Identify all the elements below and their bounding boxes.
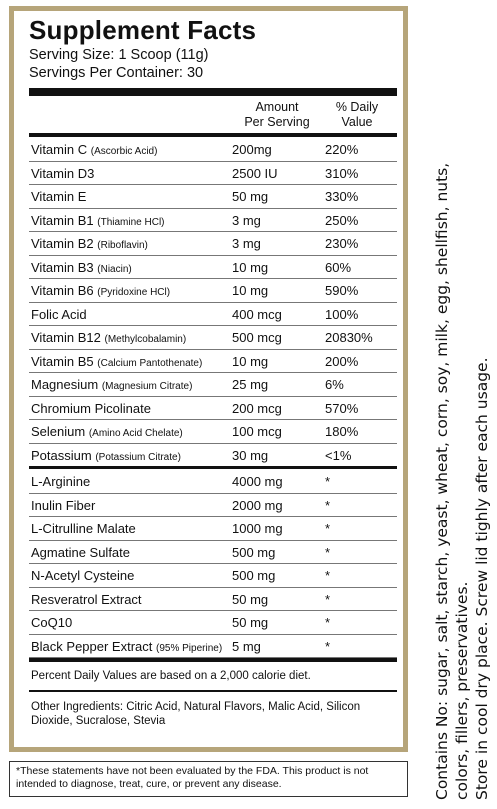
thick-divider	[29, 88, 397, 96]
nutrient-name-text: Vitamin B6	[31, 283, 94, 298]
amount-per-serving: 30 mg	[232, 447, 269, 463]
nutrient-source: (Niacin)	[97, 263, 132, 275]
nutrient-source: (Pyridoxine HCl)	[97, 287, 171, 298]
table-row	[29, 162, 397, 186]
nutrient-name-text: Vitamin B3	[31, 259, 94, 275]
nutrient-name-text: Chromium Picolinate	[31, 400, 151, 416]
table-row	[29, 494, 397, 518]
nutrient-name	[31, 236, 148, 251]
nutrient-source: (Riboflavin)	[97, 240, 148, 251]
amount-per-serving: 25 mg	[232, 377, 269, 392]
daily-value-footnote: Percent Daily Values are based on a 2,000 calorie diet.	[31, 670, 311, 682]
nutrient-name-text: L-Arginine	[31, 474, 91, 489]
nutrient-name-text: CoQ10	[31, 615, 73, 630]
nutrient-name-text: Magnesium	[31, 377, 99, 392]
table-row	[29, 397, 397, 421]
nutrient-name-text: Agmatine Sulfate	[31, 544, 131, 560]
daily-value: 100%	[325, 306, 359, 322]
daily-value: *	[325, 568, 331, 583]
amount-per-serving: 5 mg	[232, 638, 261, 654]
table-row	[29, 185, 397, 209]
table-row	[29, 350, 397, 374]
nutrient-name-text: Vitamin C	[31, 142, 88, 157]
table-row	[29, 256, 397, 280]
table-row	[29, 541, 397, 565]
header-divider	[29, 133, 397, 137]
daily-value: *	[325, 521, 331, 536]
nutrient-name-text: L-Citrulline Malate	[31, 521, 136, 536]
daily-value: <1%	[325, 447, 352, 463]
amount-per-serving: 50 mg	[232, 591, 269, 607]
nutrient-name	[31, 213, 165, 228]
daily-value: 200%	[325, 353, 359, 369]
nutrient-source: (Potassium Citrate)	[95, 451, 181, 463]
amount-per-serving: 2500 IU	[232, 165, 278, 181]
nutrient-name-text: Vitamin B1	[31, 212, 94, 228]
amount-per-serving: 10 mg	[232, 283, 269, 298]
daily-value: *	[325, 474, 331, 489]
nutrient-name	[31, 448, 181, 463]
nutrient-source: (Amino Acid Chelate)	[88, 428, 183, 439]
other-ingredients: Other Ingredients: Citric Acid, Natural Flavors, Malic Acid, Silicon Dioxide, Sucralose, Stevia	[31, 701, 361, 727]
nutrient-name-text: Vitamin E	[31, 189, 87, 204]
table-row	[29, 611, 397, 635]
daily-value: *	[325, 591, 331, 607]
daily-value: 230%	[325, 236, 359, 251]
daily-value: 310%	[325, 165, 359, 181]
nutrient-name	[31, 166, 94, 181]
amount-per-serving: 200mg	[232, 142, 272, 157]
amount-per-serving: 10 mg	[232, 259, 269, 275]
amount-header-line1: Amount	[255, 100, 299, 114]
table-row	[29, 326, 397, 350]
daily-value-header-line2: Value	[341, 115, 373, 129]
nutrient-source: (Methylcobalamin)	[104, 334, 187, 345]
nutrient-name-text: Resveratrol Extract	[31, 591, 142, 607]
supplement-facts-panel	[9, 6, 408, 752]
amount-per-serving: 50 mg	[232, 189, 269, 204]
table-row	[29, 303, 397, 327]
nutrient-name	[31, 330, 186, 345]
nutrient-name	[31, 521, 136, 536]
daily-value: *	[325, 615, 331, 630]
table-row	[29, 373, 397, 397]
storage-instructions: Store in cool dry place. Screw lid tighly after each usage.	[473, 357, 491, 800]
daily-value: *	[325, 497, 331, 513]
nutrient-source: (95% Piperine)	[156, 642, 223, 654]
nutrient-name-text: Vitamin B5	[31, 353, 94, 369]
nutrient-name-text: Vitamin D3	[31, 165, 95, 181]
nutrient-name-text: Selenium	[31, 424, 86, 439]
nutrient-source: (Thiamine HCl)	[97, 216, 165, 228]
table-row	[29, 138, 397, 162]
amount-per-serving: 50 mg	[232, 615, 269, 630]
table-row	[29, 470, 397, 494]
daily-value: *	[325, 638, 331, 654]
daily-value: 570%	[325, 400, 359, 416]
nutrient-name	[31, 639, 222, 654]
table-row	[29, 564, 397, 588]
daily-value: 180%	[325, 424, 359, 439]
nutrient-name	[31, 142, 157, 157]
daily-value: 6%	[325, 377, 344, 392]
daily-value: 250%	[325, 212, 359, 228]
amount-per-serving: 500 mg	[232, 568, 276, 583]
nutrient-name-text: N-Acetyl Cysteine	[31, 568, 135, 583]
amount-header	[237, 100, 317, 130]
amount-per-serving: 100 mcg	[232, 424, 282, 439]
amount-per-serving: 400 mcg	[232, 306, 282, 322]
amount-per-serving: 3 mg	[232, 236, 261, 251]
nutrient-source: (Calcium Pantothenate)	[97, 357, 203, 369]
nutrient-name	[31, 307, 87, 322]
daily-value: 220%	[325, 142, 359, 157]
nutrient-name-text: Vitamin B2	[31, 236, 94, 251]
daily-value: 60%	[325, 259, 352, 275]
daily-value: 590%	[325, 283, 359, 298]
table-row	[29, 635, 397, 659]
nutrient-name	[31, 424, 183, 439]
nutrient-name-text: Potassium	[31, 447, 92, 463]
table-row	[29, 517, 397, 541]
nutrient-name-text: Folic Acid	[31, 306, 87, 322]
allergen-statement-line1: Contains No: sugar, salt, starch, yeast, wheat, corn, soy, milk, egg, shellfish, nuts,	[433, 162, 451, 800]
nutrient-name	[31, 498, 95, 513]
nutrient-name	[31, 260, 132, 275]
nutrient-name	[31, 377, 192, 392]
nutrient-name	[31, 474, 90, 489]
table-row	[29, 444, 397, 468]
amount-per-serving: 2000 mg	[232, 497, 283, 513]
nutrient-name	[31, 189, 86, 204]
amount-per-serving: 10 mg	[232, 353, 269, 369]
amount-per-serving: 3 mg	[232, 212, 261, 228]
table-row	[29, 232, 397, 256]
panel-title: Supplement Facts	[29, 15, 257, 45]
other-divider	[29, 690, 397, 692]
footnote-divider	[29, 658, 397, 662]
table-row	[29, 279, 397, 303]
amount-header-line2: Per Serving	[244, 115, 310, 129]
nutrient-name-text: Inulin Fiber	[31, 497, 96, 513]
nutrient-name	[31, 401, 151, 416]
nutrient-name	[31, 568, 134, 583]
amount-per-serving: 500 mg	[232, 544, 276, 560]
table-row	[29, 588, 397, 612]
nutrient-name	[31, 545, 130, 560]
section-divider	[29, 466, 397, 469]
amount-per-serving: 4000 mg	[232, 474, 283, 489]
nutrient-name-text: Black Pepper Extract	[31, 638, 153, 654]
nutrient-name	[31, 283, 170, 298]
nutrient-source: (Ascorbic Acid)	[90, 146, 158, 157]
daily-value: 330%	[325, 189, 359, 204]
servings-per-container: Servings Per Container: 30	[29, 65, 204, 81]
amount-per-serving: 200 mcg	[232, 400, 282, 416]
daily-value-header	[329, 100, 385, 130]
nutrient-name-text: Vitamin B12	[31, 330, 101, 345]
daily-value: 20830%	[325, 330, 373, 345]
serving-size: Serving Size: 1 Scoop (11g)	[29, 47, 209, 63]
nutrient-name	[31, 615, 72, 630]
amount-per-serving: 500 mcg	[232, 330, 282, 345]
table-row	[29, 209, 397, 233]
nutrient-source: (Magnesium Citrate)	[101, 381, 193, 392]
allergen-statement-line2: colors, fillers, preservatives.	[453, 581, 471, 800]
daily-value-header-line1: % Daily	[335, 100, 379, 114]
nutrient-name	[31, 354, 202, 369]
daily-value: *	[325, 544, 331, 560]
side-text	[432, 10, 492, 800]
fda-disclaimer: *These statements have not been evaluated by the FDA. This product is not intended to diagnose, treat, cure, or prevent any disease.	[9, 761, 408, 797]
table-row	[29, 420, 397, 444]
amount-per-serving: 1000 mg	[232, 521, 283, 536]
nutrient-name	[31, 592, 142, 607]
